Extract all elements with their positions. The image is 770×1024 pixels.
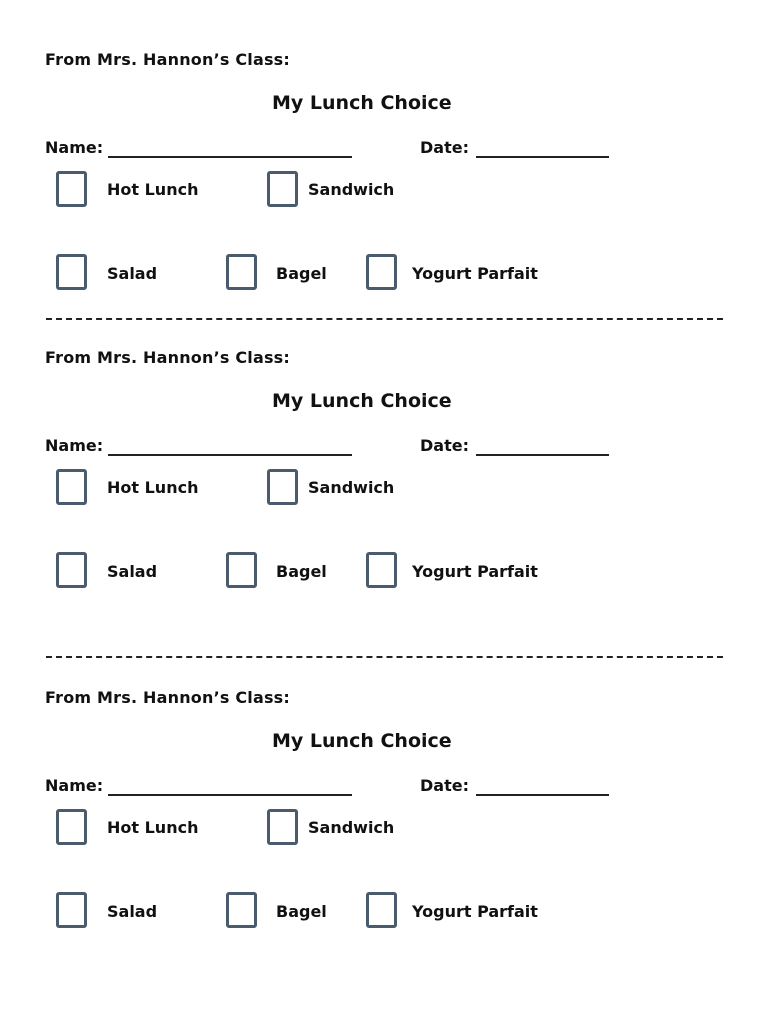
sandwich-label: Sandwich <box>308 478 395 497</box>
salad-checkbox[interactable] <box>56 892 87 928</box>
sandwich-checkbox[interactable] <box>267 809 298 845</box>
date-label: Date: <box>420 138 469 157</box>
form-title: My Lunch Choice <box>272 92 452 114</box>
yogurt-parfait-label: Yogurt Parfait <box>412 264 538 283</box>
yogurt-parfait-checkbox[interactable] <box>366 552 397 588</box>
date-blank-line[interactable] <box>476 156 609 158</box>
date-blank-line[interactable] <box>476 794 609 796</box>
yogurt-parfait-label: Yogurt Parfait <box>412 562 538 581</box>
form-title: My Lunch Choice <box>272 390 452 412</box>
name-label: Name: <box>45 138 104 157</box>
sandwich-checkbox[interactable] <box>267 171 298 207</box>
date-label: Date: <box>420 776 469 795</box>
hot-lunch-checkbox[interactable] <box>56 171 87 207</box>
name-label: Name: <box>45 776 104 795</box>
hot-lunch-label: Hot Lunch <box>107 180 199 199</box>
hot-lunch-checkbox[interactable] <box>56 469 87 505</box>
hot-lunch-checkbox[interactable] <box>56 809 87 845</box>
date-label: Date: <box>420 436 469 455</box>
bagel-checkbox[interactable] <box>226 552 257 588</box>
lunch-form-2 <box>0 298 770 588</box>
bagel-checkbox[interactable] <box>226 892 257 928</box>
name-blank-line[interactable] <box>108 794 352 796</box>
hot-lunch-label: Hot Lunch <box>107 478 199 497</box>
sandwich-checkbox[interactable] <box>267 469 298 505</box>
yogurt-parfait-checkbox[interactable] <box>366 892 397 928</box>
sandwich-label: Sandwich <box>308 818 395 837</box>
from-class-line: From Mrs. Hannon’s Class: <box>45 348 291 367</box>
salad-label: Salad <box>107 264 158 283</box>
bagel-checkbox[interactable] <box>226 254 257 290</box>
lunch-form-3 <box>0 638 770 928</box>
form-title: My Lunch Choice <box>272 730 452 752</box>
name-blank-line[interactable] <box>108 156 352 158</box>
from-class-line: From Mrs. Hannon’s Class: <box>45 50 291 69</box>
name-blank-line[interactable] <box>108 454 352 456</box>
bagel-label: Bagel <box>276 902 327 921</box>
salad-label: Salad <box>107 902 158 921</box>
from-class-line: From Mrs. Hannon’s Class: <box>45 688 291 707</box>
bagel-label: Bagel <box>276 562 327 581</box>
salad-checkbox[interactable] <box>56 552 87 588</box>
salad-checkbox[interactable] <box>56 254 87 290</box>
yogurt-parfait-label: Yogurt Parfait <box>412 902 538 921</box>
date-blank-line[interactable] <box>476 454 609 456</box>
name-label: Name: <box>45 436 104 455</box>
sandwich-label: Sandwich <box>308 180 395 199</box>
lunch-form-1 <box>0 0 770 290</box>
bagel-label: Bagel <box>276 264 327 283</box>
hot-lunch-label: Hot Lunch <box>107 818 199 837</box>
yogurt-parfait-checkbox[interactable] <box>366 254 397 290</box>
salad-label: Salad <box>107 562 158 581</box>
